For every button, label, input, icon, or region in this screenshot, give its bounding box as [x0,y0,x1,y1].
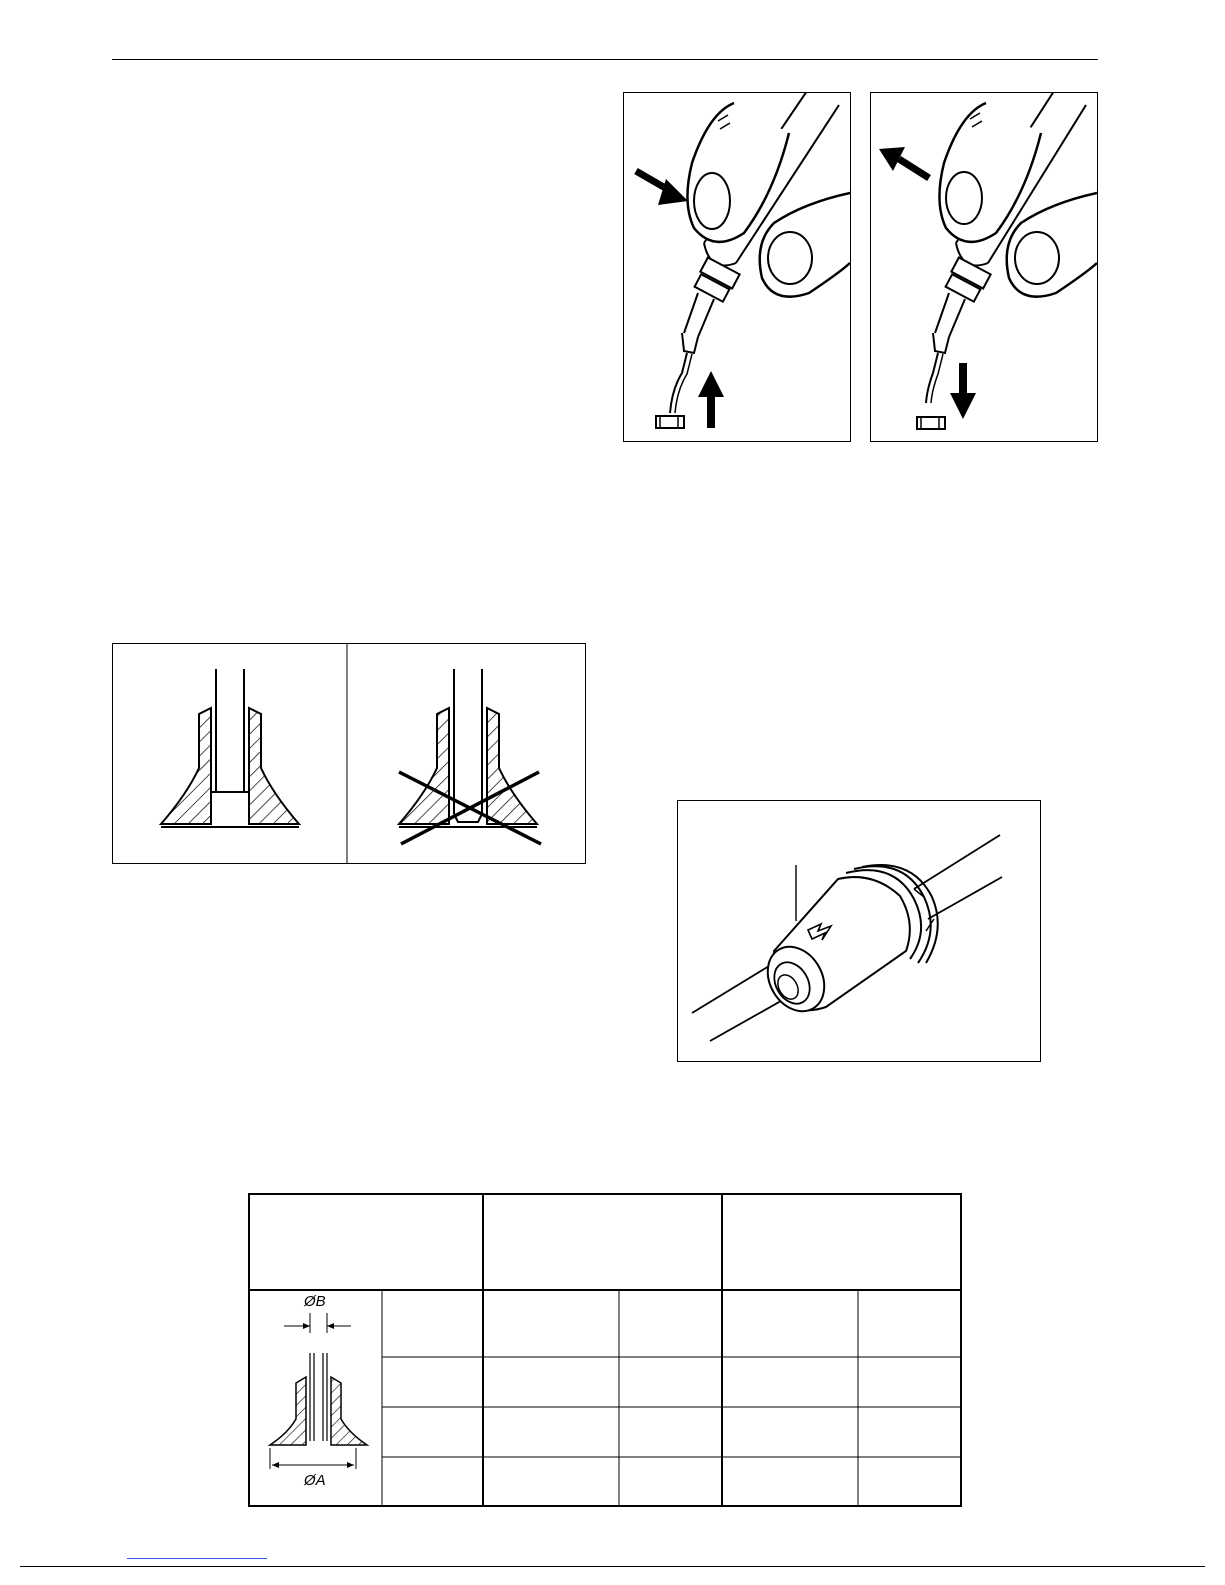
figure-pickup [623,92,851,442]
dimension-label-a: ØA [304,1472,326,1489]
nozzle-dimension-sketch-icon [270,1313,367,1469]
figure-release [870,92,1098,442]
hand-press-nozzle-pickup-icon [624,93,850,441]
nozzle-cross-section-icon [113,644,585,863]
hand-release-nozzle-drop-icon [871,93,1097,441]
footer-rule [20,1566,1205,1567]
figure-nozzle-fit [112,643,586,864]
inline-filter-arrow-icon [678,801,1040,1061]
header-rule [112,59,1098,60]
table-grid [248,1193,962,1507]
footer-link-underline [127,1558,267,1559]
nozzle-cross-section-crossed-out-icon [399,669,541,844]
figure-inline-filter [677,800,1041,1062]
dimension-label-b: ØB [304,1293,326,1310]
nozzle-dimension-table [248,1193,962,1507]
